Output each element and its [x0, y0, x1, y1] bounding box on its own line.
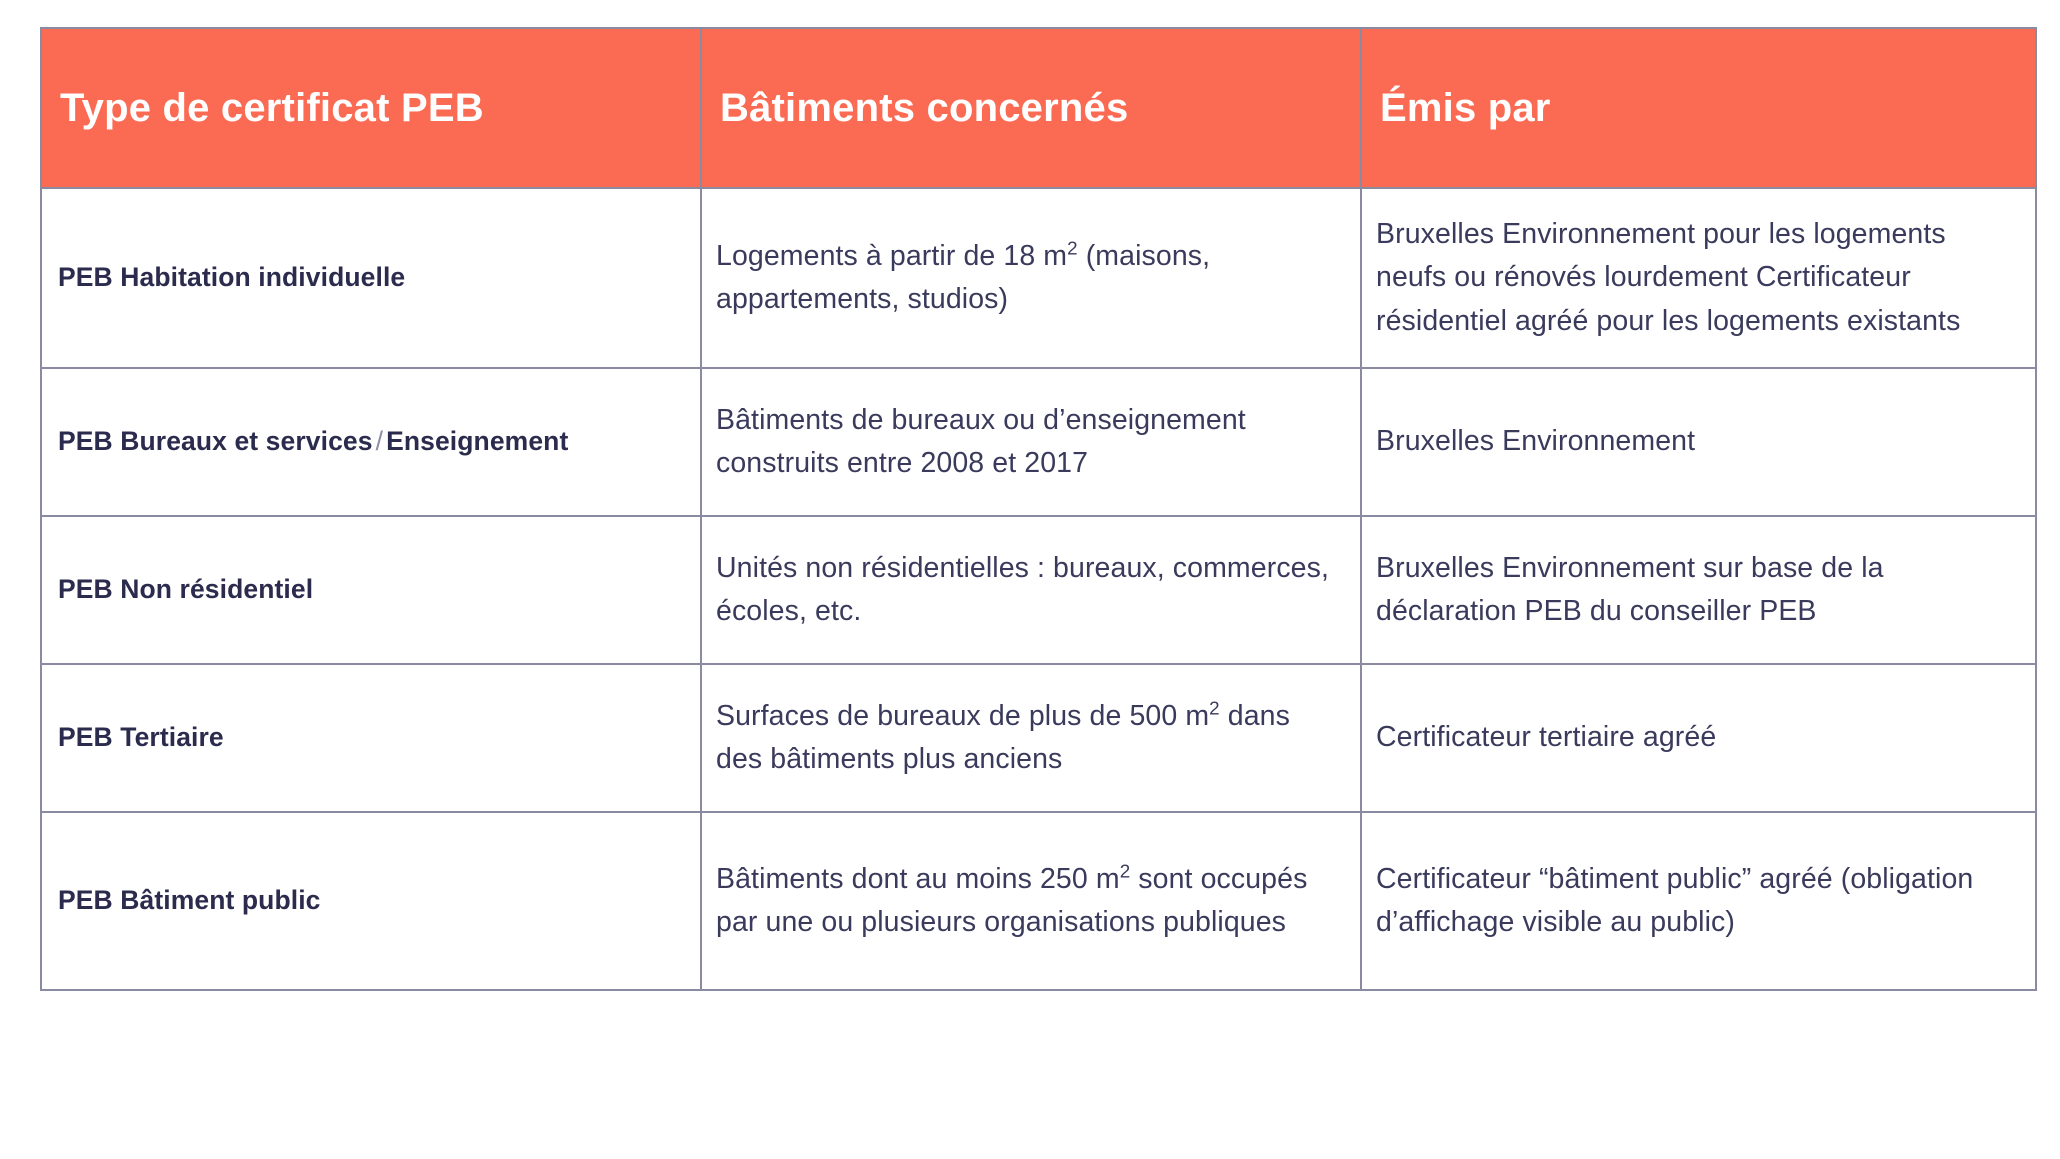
table-body: [41, 188, 2036, 990]
certificate-type-text: PEB Habitation individuelle: [58, 262, 406, 293]
cell-buildings-concerned: [701, 812, 1361, 990]
table-header: [41, 28, 2036, 188]
cell-certificate-type: [41, 516, 701, 664]
certificate-type-label: [58, 262, 405, 292]
issued-by-text: Certificateur tertiaire agréé: [1376, 721, 1717, 754]
buildings-concerned-text: Logements à partir de 18 $m^2$ (maisons, appartements, studios): [716, 237, 1211, 315]
column-header-issuer: [1361, 28, 2036, 188]
certificate-type-label: [58, 722, 224, 752]
cell-buildings-concerned: [701, 188, 1361, 368]
cell-certificate-type: [41, 188, 701, 368]
cell-certificate-type: [41, 812, 701, 990]
buildings-concerned-text: Surfaces de bureaux de plus de 500 $m^2$ dans des bâtiments plus anciens: [716, 697, 1290, 775]
column-header-issuer-label: Émis par: [1380, 86, 1551, 130]
certificate-type-text: PEB Bâtiment public: [58, 885, 321, 916]
cell-issued-by: [1361, 812, 2036, 990]
certificate-type-text: PEB Bureaux et services: [58, 426, 373, 457]
certificate-type-text-secondary: Enseignement: [386, 426, 569, 457]
cell-buildings-concerned: [701, 664, 1361, 812]
cell-buildings-concerned: [701, 368, 1361, 516]
issued-by-text: Bruxelles Environnement sur base de la déclaration PEB du conseiller PEB: [1376, 551, 1884, 627]
cell-certificate-type: [41, 664, 701, 812]
column-header-type-label: Type de certificat PEB: [60, 86, 484, 130]
table-row: [41, 664, 2036, 812]
table-row: [41, 812, 2036, 990]
buildings-concerned-text: Bâtiments de bureaux ou d’enseignement construits entre 2008 et 2017: [716, 403, 1246, 479]
column-header-buildings: [701, 28, 1361, 188]
table-row: [41, 368, 2036, 516]
buildings-concerned-text: Bâtiments dont au moins 250 $m^2$ sont occupés par une ou plusieurs organisations publiques: [716, 860, 1308, 938]
cell-issued-by: [1361, 368, 2036, 516]
certificate-type-label: [58, 426, 568, 456]
table-row: [41, 516, 2036, 664]
peb-certificates-table: [40, 27, 2037, 991]
certificate-type-label: [58, 574, 313, 604]
certificate-type-separator: /: [375, 426, 384, 457]
cell-issued-by: [1361, 188, 2036, 368]
certificate-type-text: PEB Tertiaire: [58, 722, 224, 753]
cell-issued-by: [1361, 664, 2036, 812]
cell-certificate-type: [41, 368, 701, 516]
certificate-type-label: [58, 885, 321, 915]
header-row: [41, 28, 2036, 188]
buildings-concerned-text: Unités non résidentielles : bureaux, commerces, écoles, etc.: [716, 551, 1329, 627]
issued-by-text: Certificateur “bâtiment public” agréé (obligation d’affichage visible au public): [1376, 862, 1974, 938]
issued-by-text: Bruxelles Environnement pour les logements neufs ou rénovés lourdement Certificateur résidentiel agréé pour les logements existants: [1376, 218, 1961, 337]
column-header-type: [41, 28, 701, 188]
issued-by-text: Bruxelles Environnement: [1376, 425, 1696, 458]
column-header-buildings-label: Bâtiments concernés: [720, 86, 1129, 130]
cell-issued-by: [1361, 516, 2036, 664]
cell-buildings-concerned: [701, 516, 1361, 664]
table-row: [41, 188, 2036, 368]
certificate-type-text: PEB Non résidentiel: [58, 574, 314, 605]
